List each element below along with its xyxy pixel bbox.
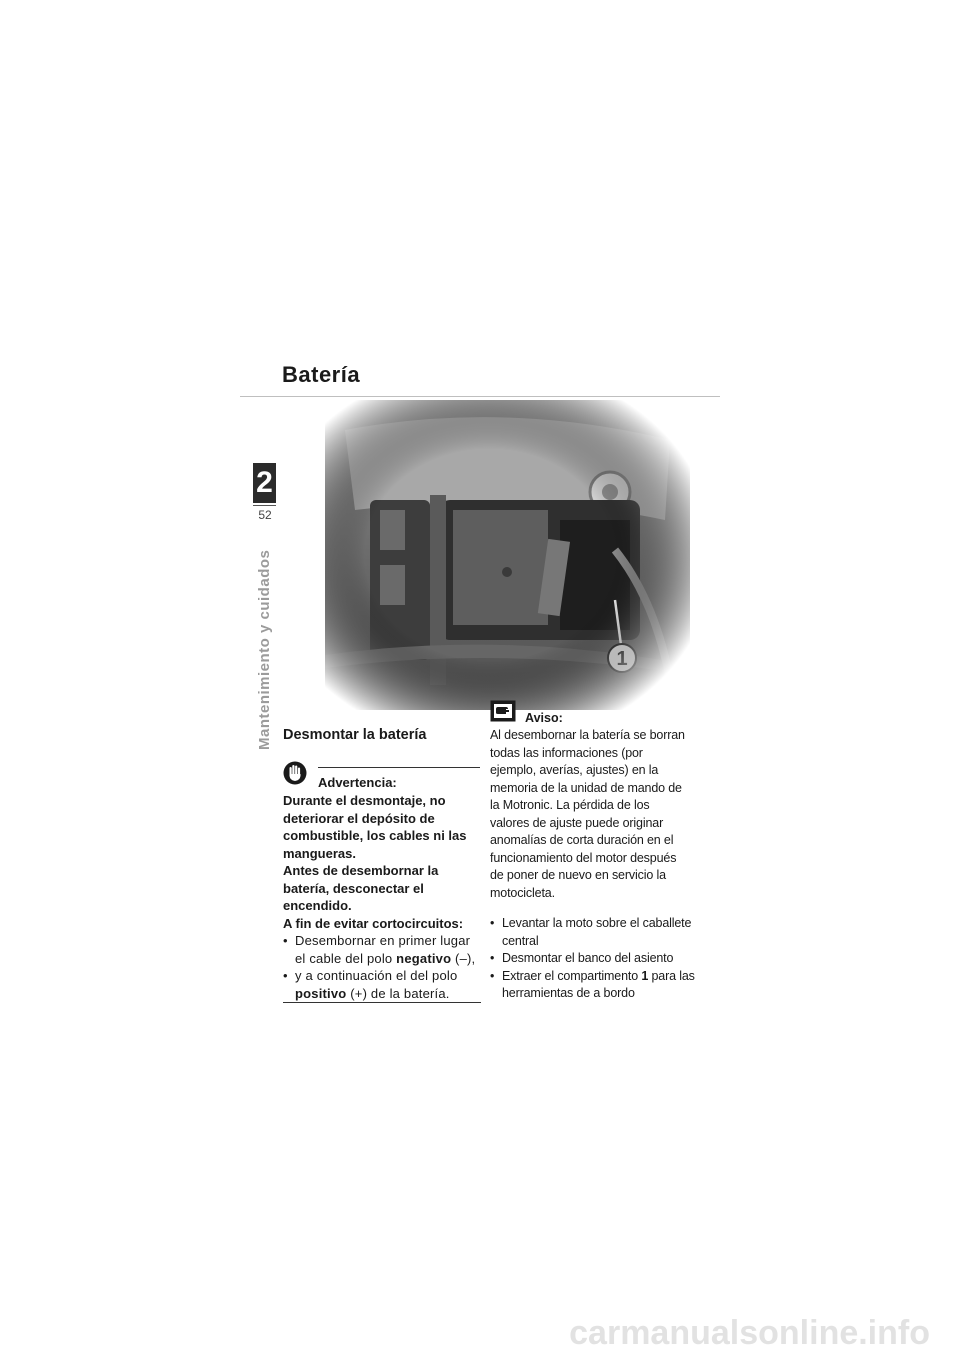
warning-divider-top (318, 767, 480, 768)
list-item: • Desembornar en primer lugar el cable del polo negativo (–), (283, 932, 481, 967)
list-item: • y a continuación el del polo positivo (+) de la batería. (283, 967, 481, 1002)
page-title: Batería (282, 362, 361, 387)
warning-divider-bottom (283, 1002, 481, 1003)
page-number: 52 (258, 508, 272, 522)
list-item: • Extraer el compartimento 1 para las herramientas de a bordo (490, 968, 695, 1003)
watermark-logo (0, 1300, 960, 1358)
warning-title: Advertencia: (318, 775, 397, 790)
hand-stop-icon (283, 760, 307, 786)
title-divider (240, 396, 720, 397)
note-hand-icon (490, 700, 516, 722)
note-body: Al desembornar la batería se borran todas las informaciones (por ejemplo, averías, ajustes) en la memoria de la unidad de mando de la Motronic. La pérdida de los valores de ajuste puede originar anomalías de corta duración en el funcionamiento del motor después de poner de nuevo en servicio la motocicleta. (490, 728, 685, 900)
chapter-tab: 2 (253, 463, 276, 503)
procedure-steps (490, 915, 695, 1003)
warning-body (283, 792, 481, 932)
note-title: Aviso: (525, 711, 563, 725)
warning-line: Antes de desembornar la batería, desconectar el encendido. (283, 863, 439, 913)
chapter-side-label: Mantenimiento y cuidados (256, 549, 273, 750)
list-item: • Levantar la moto sobre el caballete central (490, 915, 695, 950)
warning-bullet-list (283, 932, 481, 1002)
list-item: • Desmontar el banco del asiento (490, 950, 695, 968)
battery-compartment-photo (325, 400, 690, 710)
watermark-text: carmanualsonline.info (569, 1314, 930, 1352)
chapter-tab-divider (253, 505, 276, 506)
warning-line: Durante el desmontaje, no deteriorar el depósito de combustible, los cables ni las mangueras. (283, 793, 467, 861)
section-heading: Desmontar la batería (283, 727, 427, 743)
warning-line: A fin de evitar cortocircuitos: (283, 915, 464, 931)
